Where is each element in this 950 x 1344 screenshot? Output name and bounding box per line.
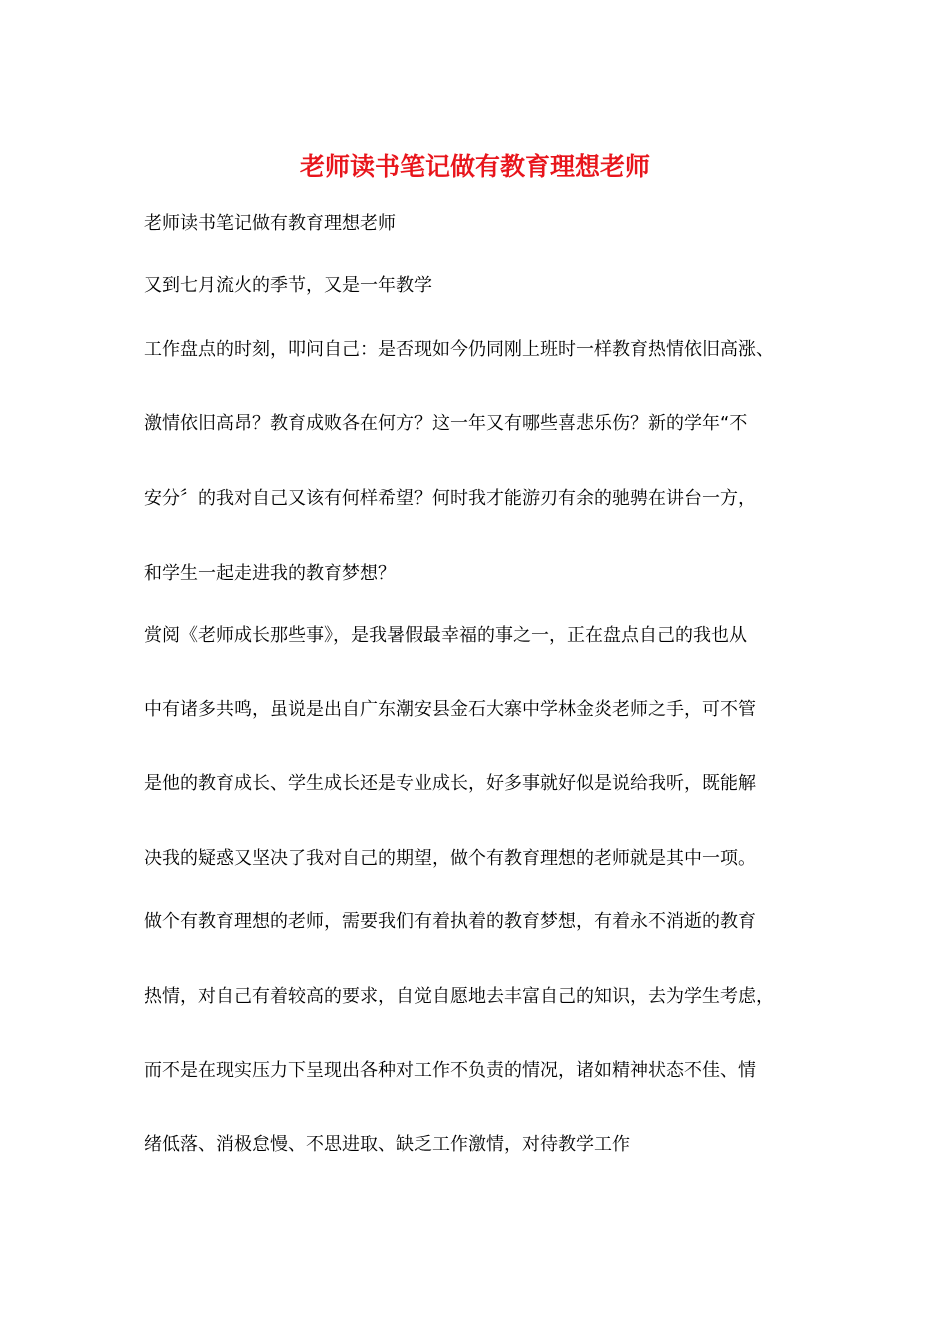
text-line: 中有诸多共鸣，虽说是出自广东潮安县金石大寨中学林金炎老师之手，可不管 <box>144 699 756 720</box>
text-line: 赏阅《老师成长那些事》，是我暑假最幸福的事之一，正在盘点自己的我也从 <box>144 625 747 646</box>
text-line: 激情依旧高昂？教育成败各在何方？这一年又有哪些喜悲乐伤？新的学年“不 <box>144 413 748 434</box>
text-line: 热情，对自己有着较高的要求，自觉自愿地去丰富自己的知识，去为学生考虑， <box>144 986 774 1007</box>
text-line: 和学生一起走进我的教育梦想？ <box>144 563 396 584</box>
text-line: 安分〞的我对自己又该有何样希望？何时我才能游刃有余的驰骋在讲台一方， <box>144 488 756 509</box>
text-line: 绪低落、消极怠慢、不思进取、缺乏工作激情，对待教学工作 <box>144 1134 630 1155</box>
text-line: 是他的教育成长、学生成长还是专业成长，好多事就好似是说给我听，既能解 <box>144 773 756 794</box>
text-line: 而不是在现实压力下呈现出各种对工作不负责的情况，诸如精神状态不佳、情 <box>144 1060 756 1081</box>
text-line: 又到七月流火的季节，又是一年教学 <box>144 275 432 296</box>
text-line: 工作盘点的时刻，叩问自己：是否现如今仍同刚上班时一样教育热情依旧高涨、 <box>144 339 774 360</box>
text-line: 做个有教育理想的老师，需要我们有着执着的教育梦想，有着永不消逝的教育 <box>144 911 756 932</box>
text-line: 老师读书笔记做有教育理想老师 <box>144 213 396 234</box>
document-title: 老师读书笔记做有教育理想老师 <box>299 152 650 181</box>
text-line: 决我的疑惑又坚决了我对自己的期望，做个有教育理想的老师就是其中一项。 <box>144 848 756 869</box>
